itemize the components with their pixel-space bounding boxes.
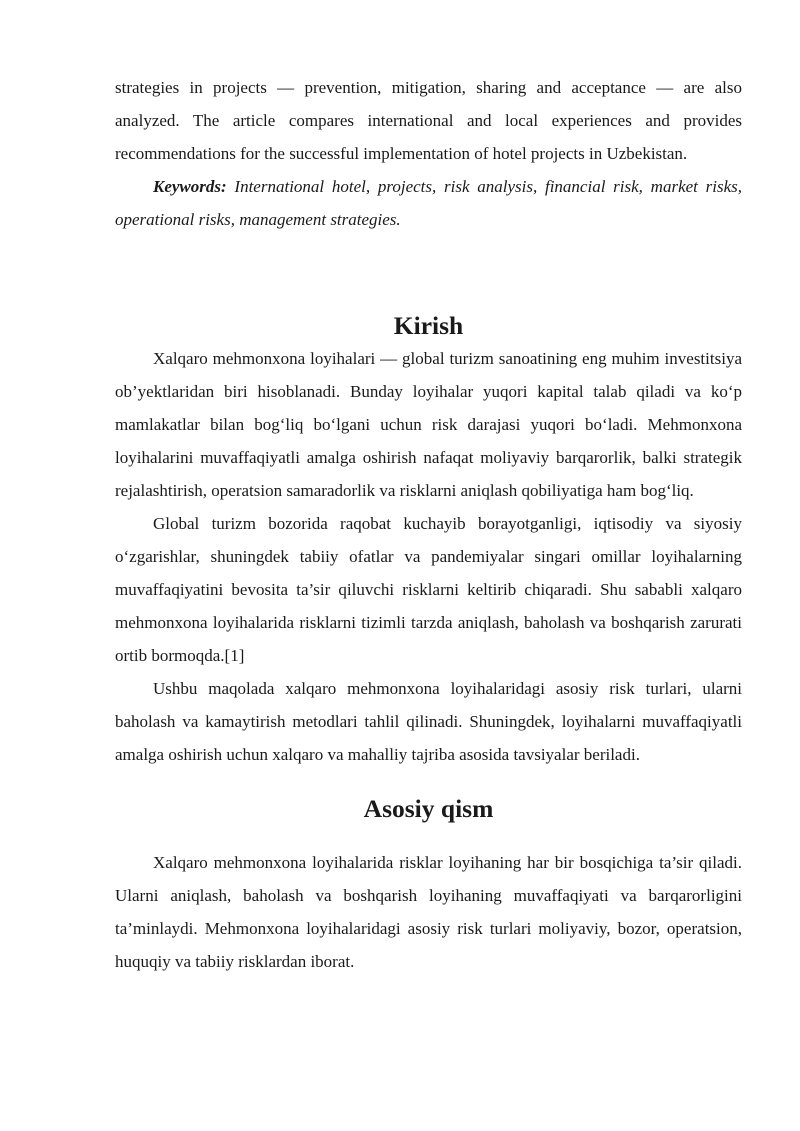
section-heading-main: Asosiy qism xyxy=(363,794,494,823)
intro-paragraph-3: Ushbu maqolada xalqaro mehmonxona loyihalaridagi asosiy risk turlari, ularni baholash va kamaytirish metodlari tahlil qilinadi. Shuningdek, loyihalarni muvaffaqiyatli amalga oshirish uchun xalqaro va mahalliy tajriba asosida tavsiyalar beriladi. xyxy=(115,679,742,764)
abstract-continuation: strategies in projects — prevention, mitigation, sharing and acceptance — are also analyzed. The article compares international and local experiences and provides recommendations for the successful implementation of hotel projects in Uzbekistan. xyxy=(115,78,742,163)
main-paragraph-1: Xalqaro mehmonxona loyihalarida risklar loyihaning har bir bosqichiga ta’sir qiladi. Ularni aniqlash, baholash va boshqarish loyihaning muvaffaqiyati va barqarorligini ta’minlaydi. Mehmonxona loyihalaridagi asosiy risk turlari moliyaviy, bozor, operatsion, huquqiy va tabiiy risklardan iborat. xyxy=(115,853,742,971)
section-spacer xyxy=(115,771,742,792)
intro-paragraph-2: Global turizm bozorida raqobat kuchayib borayotganligi, iqtisodiy va siyosiy oʻzgarishlar, shuningdek tabiiy ofatlar va pandemiyalar singari omillar loyihalarning muvaffaqiyatini bevosita ta’sir qiluvchi risklarni keltirib chiqaradi. Shu sababli xalqaro mehmonxona loyihalarida risklarni tizimli tarzda aniqlash, baholash va boshqarish zarurati ortib bormoqda.[1] xyxy=(115,514,742,665)
keywords-text: International hotel, projects, risk analysis, financial risk, market risks, operational risks, management strategies. xyxy=(115,177,742,229)
section-heading-intro: Kirish xyxy=(393,311,464,340)
intro-paragraph-1: Xalqaro mehmonxona loyihalari — global turizm sanoatining eng muhim investitsiya ob’yektlaridan biri hisoblanadi. Bunday loyihalar yuqori kapital talab qiladi va koʻp mamlakatlar bilan bogʻliq boʻlgani uchun risk darajasi yuqori boʻladi. Mehmonxona loyihalarini muvaffaqiyatli amalga oshirish nafaqat moliyaviy barqarorlik, balki strategik rejalashtirish, operatsion samaradorlik va risklarni aniqlash qobiliyatiga ham bogʻliq. xyxy=(115,349,742,500)
keywords-paragraph xyxy=(115,170,742,236)
section-spacer xyxy=(115,236,742,309)
document-page xyxy=(115,71,742,978)
keywords-label: Keywords: xyxy=(153,177,227,196)
section-spacer xyxy=(115,825,742,846)
